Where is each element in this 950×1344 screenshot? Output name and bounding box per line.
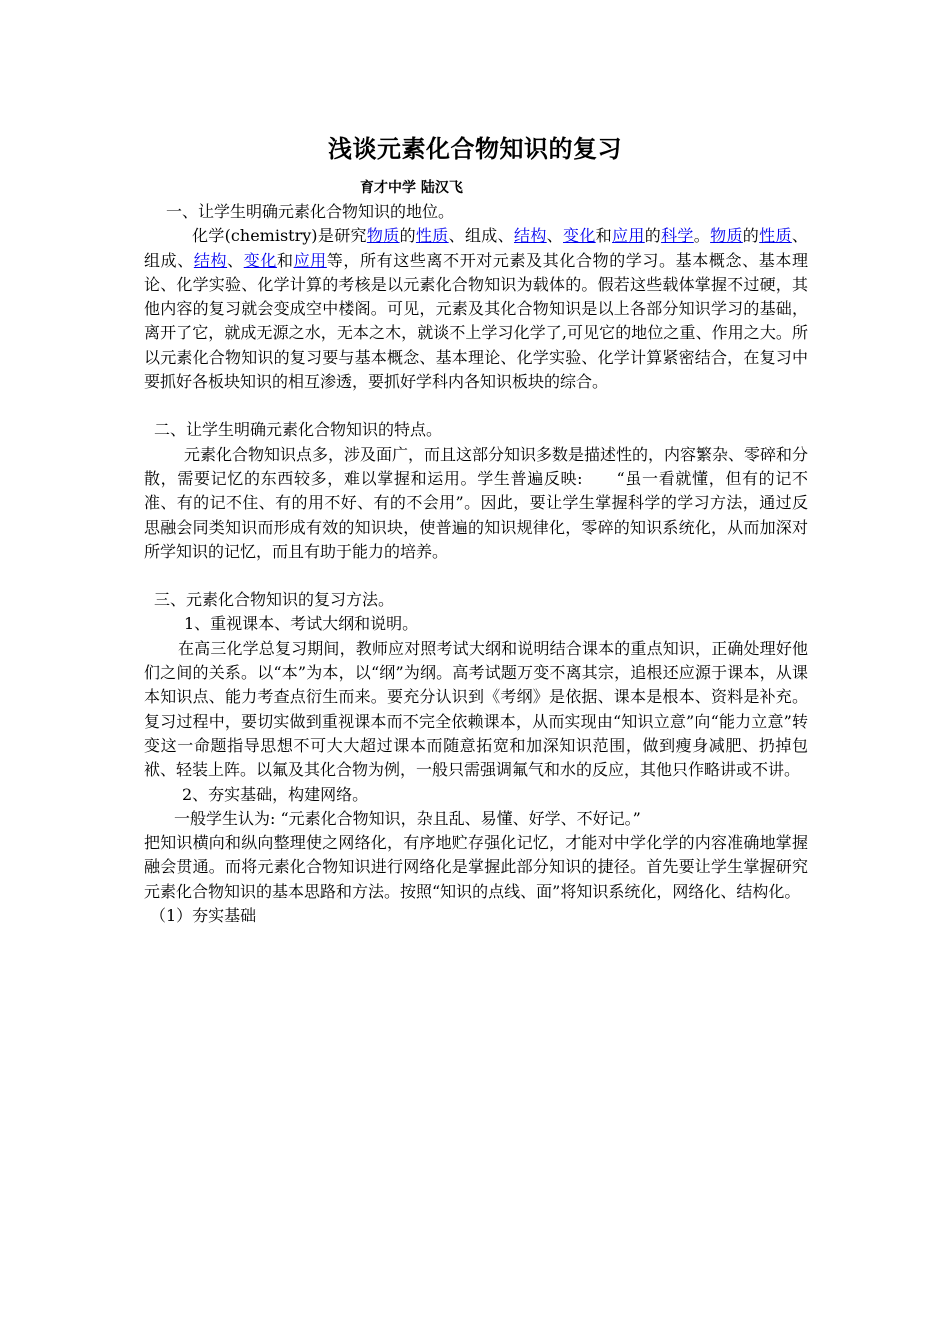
link-property-2[interactable]: 性质 bbox=[759, 226, 792, 246]
text-run: 的 bbox=[399, 226, 416, 246]
section-2-heading: 二、让学生明确元素化合物知识的特点。 bbox=[154, 420, 443, 440]
section-1-paragraph bbox=[144, 224, 808, 394]
section-1-heading: 一、让学生明确元素化合物知识的地位。 bbox=[166, 202, 455, 221]
text-run: 化学(chemistry)是研究 bbox=[192, 226, 367, 246]
student-quote: 一般学生认为: “元素化合物知识，杂且乱、易懂、好学、不好记。” bbox=[174, 808, 641, 828]
link-application[interactable]: 应用 bbox=[612, 226, 645, 246]
text-run: 、组成、 bbox=[448, 226, 514, 246]
text-run: 的 bbox=[644, 226, 662, 246]
subsection-3-heading: （1）夯实基础 bbox=[150, 906, 257, 926]
subsection-1-paragraph: 在高三化学总复习期间，教师应对照考试大纲和说明结合课本的重点知识，正确处理好他们之间的关系。以“本”为本，以“纲”为纲。高考试题万变不离其宗，追根还应源于课本，从课本知识点、能力考查点衍生而来。要充分认识到《考纲》是依据、课本是根本、资料是补充。复习过程中，要切实做到重视课本而不完全依赖课本，从而实现由“知识立意”向“能力立意”转变这一命题指导思想不可大大超过课本而随意拓宽和加深知识范围，做到瘦身减肥、扔掉包袱、轻装上阵。以氟及其化合物为例，一般只需强调氟气和水的反应，其他只作略讲或不讲。 bbox=[144, 638, 808, 780]
author-line: 育才中学 陆汉飞 bbox=[360, 180, 463, 196]
text-run: 和 bbox=[276, 250, 294, 270]
section-2-paragraph: 元素化合物知识点多，涉及面广，而且这部分知识多数是描述性的，内容繁杂、零碎和分散，需要记忆的东西较多，难以掌握和运用。学生普遍反映: “虽一看就懂，但有的记不准、有的记不住、有的用不好、有的不会用”。因此，要让学生掌握科学的学习方法，通过反思融会同类知识而形成有效的知识块，使普遍的知识规律化，零碎的知识系统化，从而加深对所学知识的记忆，而且有助于能力的培养。 bbox=[144, 444, 809, 561]
text-run: 、组成、 bbox=[144, 226, 808, 270]
text-run: 等，所有这些离不开对元素及其化合物的学习。基本概念、基本理论、化学实验、化学计算的考核是以元素化合物知识为载体的。假若这些载体掌握不过硬，其他内容的复习就会变成空中楼阁。可见，元素及其化合物知识是以上各部分知识学习的基础，离开了它，就成无源之水，无本之木，就谈不上学习化学了,可见它的地位之重、作用之大。所以元素化合物知识的复习要与基本概念、基本理论、化学实验、化学计算紧密结合，在复习中要抓好各板块知识的相互渗透，要抓好学科内各知识板块的综合。 bbox=[144, 250, 808, 392]
document-title: 浅谈元素化合物知识的复习 bbox=[328, 135, 622, 163]
link-property[interactable]: 性质 bbox=[415, 226, 449, 246]
subsection-2-paragraph: 把知识横向和纵向整理使之网络化，有序地贮存强化记忆，才能对中学化学的内容准确地掌握融会贯通。而将元素化合物知识进行网络化是掌握此部分知识的捷径。首先要让学生掌握研究元素化合物知识的基本思路和方法。按照“知识的点线、面”将知识系统化，网络化、结构化。 bbox=[144, 833, 808, 901]
link-application-2[interactable]: 应用 bbox=[293, 250, 327, 270]
link-change-2[interactable]: 变化 bbox=[243, 250, 277, 270]
text-run: 。 bbox=[693, 226, 711, 246]
link-change[interactable]: 变化 bbox=[563, 226, 596, 246]
section-3-heading: 三、元素化合物知识的复习方法。 bbox=[154, 590, 395, 610]
link-substance-2[interactable]: 物质 bbox=[710, 226, 743, 246]
paragraph-gap bbox=[144, 394, 808, 418]
text-run: 、 bbox=[227, 250, 244, 270]
link-substance[interactable]: 物质 bbox=[366, 226, 400, 246]
text-run: 和 bbox=[595, 226, 613, 246]
link-structure[interactable]: 结构 bbox=[513, 226, 547, 246]
subsection-1-heading: 1、重视课本、考试大纲和说明。 bbox=[184, 614, 419, 634]
paragraph-gap bbox=[144, 564, 808, 588]
link-structure-2[interactable]: 结构 bbox=[193, 250, 228, 270]
text-run: 、 bbox=[546, 226, 564, 246]
link-science[interactable]: 科学 bbox=[661, 226, 694, 246]
subsection-2-heading: 2、夯实基础，构建网络。 bbox=[182, 784, 369, 804]
document-body bbox=[144, 200, 808, 928]
text-run: 的 bbox=[742, 226, 760, 246]
